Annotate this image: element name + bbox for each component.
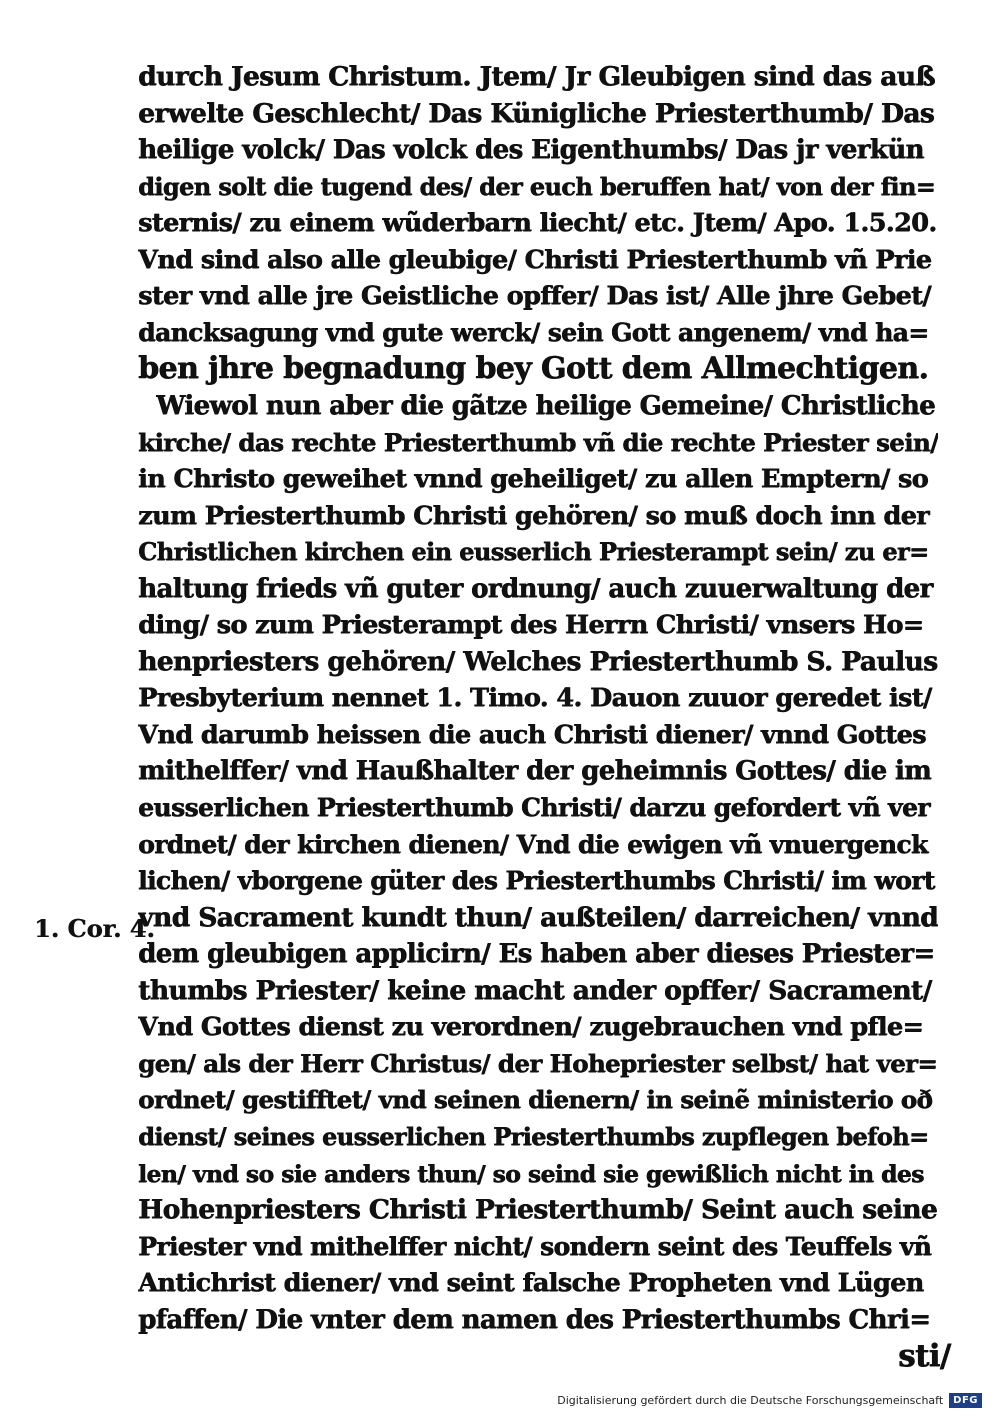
text-line: thumbs Priester/ keine macht ander opffer/ Sacrament/ bbox=[138, 974, 932, 1006]
text-line: gen/ als der Herr Christus/ der Hohepriester selbst/ hat ver= bbox=[138, 1048, 938, 1078]
text-line: ster vnd alle jre Geistliche opffer/ Das ist/ Alle jhre Gebet/ bbox=[138, 281, 931, 312]
digitization-credit bbox=[557, 1389, 982, 1411]
text-line: ben jhre begnadung bey Gott dem Allmechtigen. bbox=[138, 351, 929, 387]
text-line: kirche/ das rechte Priesterthumb vñ die rechte Priester sein/ bbox=[138, 427, 938, 457]
text-line: lichen/ vborgene güter des Priesterthumbs Christi/ im wort bbox=[138, 866, 935, 896]
text-line: vnd Sacrament kundt thun/ außteilen/ darreichen/ vnnd bbox=[138, 901, 938, 933]
text-line: Hohenpriesters Christi Priesterthumb/ Seint auch seine bbox=[138, 1194, 937, 1226]
text-line: Vnd sind also alle gleubige/ Christi Priesterthumb vñ Prie bbox=[138, 244, 932, 275]
text-line: Presbyterium nennet 1. Timo. 4. Dauon zuuor geredet ist/ bbox=[138, 683, 932, 714]
text-line: dancksagung vnd gute werck/ sein Gott angenem/ vnd ha= bbox=[138, 317, 929, 347]
text-line: durch Jesum Christum. Jtem/ Jr Gleubigen sind das auß bbox=[138, 61, 935, 92]
text-line: mithelffer/ vnd Haußhalter der geheimnis Gottes/ die im bbox=[138, 756, 931, 787]
text-line: Christlichen kirchen ein eusserlich Priesterampt sein/ zu er= bbox=[138, 537, 929, 567]
text-line: ding/ so zum Priesterampt des Herrn Christi/ vnsers Ho= bbox=[138, 610, 924, 641]
text-line: Priester vnd mithelffer nicht/ sondern seint des Teuffels vñ bbox=[138, 1231, 932, 1261]
text-line: Vnd Gottes dienst zu verordnen/ zugebrauchen vnd pfle= bbox=[138, 1012, 924, 1043]
text-line: dienst/ seines eusserlichen Priesterthumbs zupflegen befoh= bbox=[138, 1121, 929, 1151]
text-line: Antichrist diener/ vnd seint falsche Propheten vnd Lügen bbox=[138, 1268, 924, 1299]
text-line: zum Priesterthumb Christi gehören/ so muß doch inn der bbox=[138, 500, 929, 531]
text-line: pfaffen/ Die vnter dem namen des Priesterthumbs Chri= bbox=[138, 1304, 931, 1335]
text-line: heilige volck/ Das volck des Eigenthumbs/ Das jr verkün bbox=[138, 135, 924, 166]
dfg-logo: DFG bbox=[949, 1393, 982, 1408]
text-line: sti/ bbox=[898, 1338, 951, 1375]
text-line: in Christo geweihet vnnd geheiliget/ zu allen Emptern/ so bbox=[138, 464, 928, 495]
text-line: eusserlichen Priesterthumb Christi/ darzu gefordert vñ ver bbox=[138, 793, 930, 822]
text-line: sternis/ zu einem wũderbarn liecht/ etc. Jtem/ Apo. 1.5.20. bbox=[138, 208, 937, 239]
text-line: len/ vnd so sie anders thun/ so seind sie gewißlich nicht in des bbox=[138, 1159, 924, 1188]
text-line: dem gleubigen applicirn/ Es haben aber dieses Priester= bbox=[138, 939, 935, 970]
text-line: digen solt die tugend des/ der euch beruffen hat/ von der fin= bbox=[138, 171, 936, 201]
text-line: ordnet/ gestifftet/ vnd seinen dienern/ in seinẽ ministerio oð bbox=[138, 1085, 933, 1115]
text-line: erwelte Geschlecht/ Das Künigliche Priesterthumb/ Das bbox=[138, 97, 934, 129]
credit-text: Digitalisierung gefördert durch die Deutsche Forschungsgemeinschaft bbox=[557, 1393, 944, 1407]
text-line: ordnet/ der kirchen dienen/ Vnd die ewigen vñ vnuergenck bbox=[138, 829, 928, 859]
text-line: henpriesters gehören/ Welches Priesterthumb S. Paulus bbox=[138, 645, 938, 677]
text-line: haltung frieds vñ guter ordnung/ auch zuuerwaltung der bbox=[138, 573, 933, 604]
margin-reference: 1. Cor. 4. bbox=[34, 914, 155, 943]
text-line: Vnd darumb heissen die auch Christi diener/ vnnd Gottes bbox=[138, 719, 926, 750]
text-line: Wiewol nun aber die gãtze heilige Gemeine/ Christliche bbox=[156, 390, 935, 421]
